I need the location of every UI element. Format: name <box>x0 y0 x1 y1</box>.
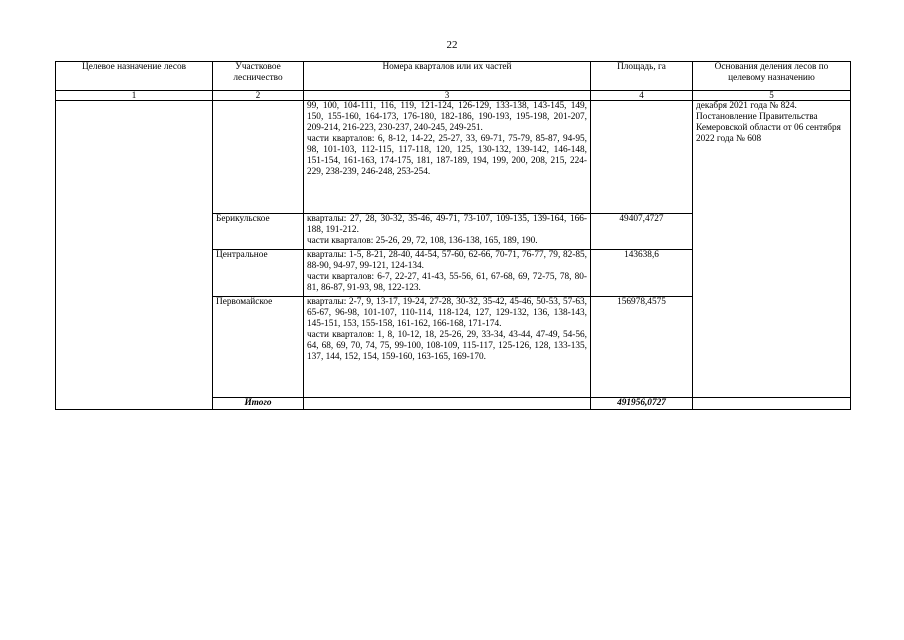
header-area: Площадь, га <box>591 62 693 91</box>
column-number: 3 <box>304 91 591 101</box>
header-district: Участковое лесничество <box>213 62 304 91</box>
header-quarters: Номера кварталов или их частей <box>304 62 591 91</box>
quarters-list: кварталы: 27, 28, 30-32, 35-46, 49-71, 73-107, 109-135, 139-164, 166-188, 191-212. <box>307 214 587 235</box>
column-number-row <box>56 91 851 101</box>
total-quarters-cell <box>304 398 591 410</box>
total-label: Итого <box>213 398 304 410</box>
table-row <box>56 101 851 214</box>
quarters-list: кварталы: 1-5, 8-21, 28-40, 44-54, 57-60, 62-66, 70-71, 76-77, 79, 82-85, 88-90, 94-97, 99-121, 124-134. <box>307 250 587 271</box>
district-cell: Берикульское <box>213 214 304 250</box>
quarters-cell <box>304 214 591 250</box>
quarter-parts-list: части кварталов: 1, 8, 10-12, 18, 25-26, 29, 33-34, 43-44, 47-49, 54-56, 64, 68, 69, 70, 74, 75, 99-100, 108-109, 115-117, 125-126, 128, 133-135, 137, 144, 152, 154, 159-160, 163-165, 169-170. <box>307 330 587 362</box>
area-cell <box>591 101 693 214</box>
area-cell: 49407,4727 <box>591 214 693 250</box>
district-cell <box>213 101 304 214</box>
quarter-parts-list: части кварталов: 6-7, 22-27, 41-43, 55-56, 61, 67-68, 69, 72-75, 78, 80- 81, 86-87, 91-93, 98, 122-123. <box>307 272 587 293</box>
quarters-list: кварталы: 2-7, 9, 13-17, 19-24, 27-28, 30-32, 35-42, 45-46, 50-53, 57-63, 65-67, 96-98, 101-107, 110-114, 118-124, 127, 129-132, 136, 138-143, 145-151, 153, 155-158, 161-162, 166-168, 171-174. <box>307 297 587 329</box>
column-number: 1 <box>56 91 213 101</box>
quarters-list: 99, 100, 104-111, 116, 119, 121-124, 126-129, 133-138, 143-145, 149, 150, 155-160, 164-173, 176-180, 182-186, 190-193, 195-198, 201-207, 209-214, 216-223, 230-237, 240-245, 249-251. <box>307 101 587 133</box>
total-basis-cell <box>693 398 851 410</box>
column-number: 2 <box>213 91 304 101</box>
area-cell: 156978,4575 <box>591 297 693 398</box>
table-header-row <box>56 62 851 91</box>
basis-cell: декабря 2021 года № 824. Постановление Правительства Кемеровской области от 06 сентября 2022 года № 608 <box>693 101 851 398</box>
district-cell: Центральное <box>213 250 304 297</box>
header-purpose: Целевое назначение лесов <box>56 62 213 91</box>
area-cell: 143638,6 <box>591 250 693 297</box>
quarter-parts-list: части кварталов: 6, 8-12, 14-22, 25-27, 33, 69-71, 75-79, 85-87, 94-95, 98, 101-103, 112-115, 117-118, 120, 125, 130-132, 139-142, 146-148, 151-154, 161-163, 174-175, 181, 187-189, 194, 199, 200, 208, 215, 224-229, 238-239, 246-248, 253-254. <box>307 134 587 177</box>
column-number: 5 <box>693 91 851 101</box>
purpose-cell <box>56 101 213 410</box>
page-number: 22 <box>446 39 458 51</box>
quarters-cell <box>304 250 591 297</box>
forest-division-table <box>55 61 851 410</box>
quarter-parts-list: части кварталов: 25-26, 29, 72, 108, 136-138, 165, 189, 190. <box>307 236 538 246</box>
quarters-cell <box>304 101 591 214</box>
column-number: 4 <box>591 91 693 101</box>
header-basis: Основания деления лесов по целевому назначению <box>693 62 851 91</box>
total-area: 491956,0727 <box>591 398 693 410</box>
quarters-cell <box>304 297 591 398</box>
district-cell: Первомайское <box>213 297 304 398</box>
